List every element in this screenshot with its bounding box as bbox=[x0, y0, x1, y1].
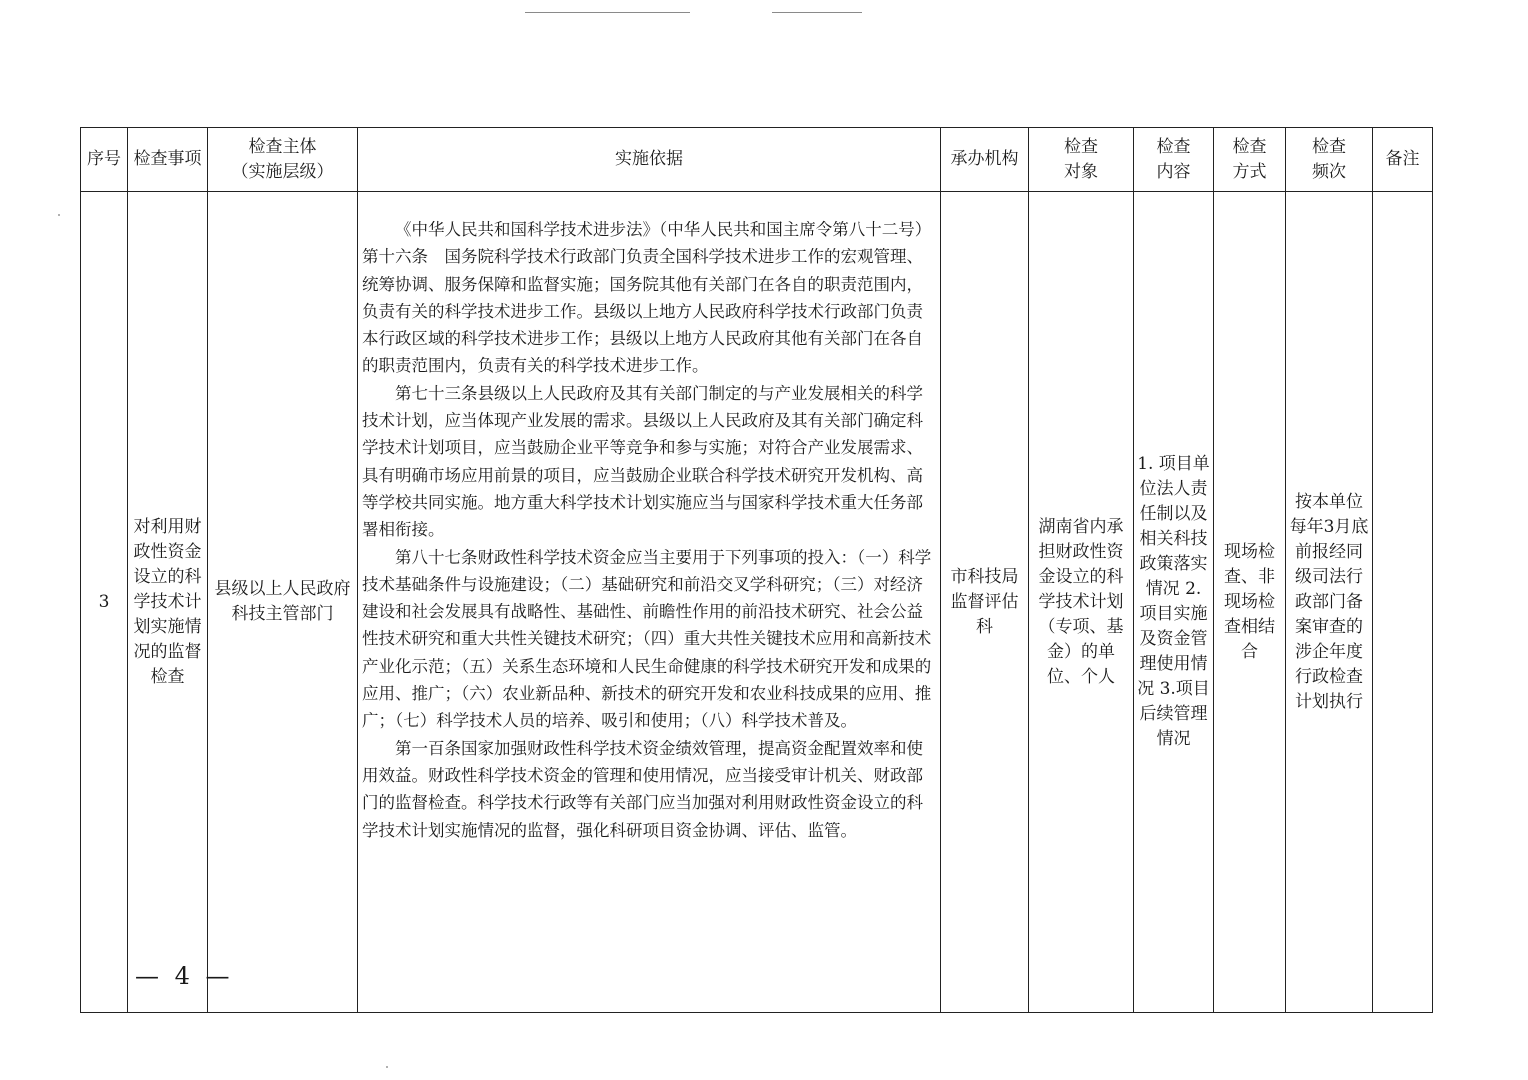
basis-paragraph-1: 《中华人民共和国科学技术进步法》（中华人民共和国主席令第八十二号）第十六条 国务院科学技术行政部门负责全国科学技术进步工作的宏观管理、统筹协调、服务保障和监督实施；国务院其他有关部门在各自的职责范围内，负责有关的科学技术进步工作。县级以上地方人民政府科学技术行政部门负责本行政区域的科学技术进步工作；县级以上地方人民政府其他有关部门在各自的职责范围内，负责有关的科学技术进步工作。 bbox=[362, 220, 932, 376]
row-method: 现场检查、非现场检查相结合 bbox=[1214, 192, 1286, 1013]
header-frequency-line2: 频次 bbox=[1312, 161, 1346, 182]
row-frequency: 按本单位每年3月底前报经同级司法行政部门备案审查的涉企年度行政检查计划执行 bbox=[1286, 192, 1373, 1013]
scan-speck bbox=[386, 1066, 388, 1068]
scan-speck bbox=[58, 214, 60, 216]
header-content-line2: 内容 bbox=[1156, 161, 1191, 182]
header-method-line1: 检查 bbox=[1232, 136, 1267, 157]
header-content bbox=[1134, 128, 1214, 192]
row-subject: 县级以上人民政府科技主管部门 bbox=[208, 192, 358, 1013]
header-subject-line1: 检查主体 bbox=[248, 136, 317, 157]
row-remarks bbox=[1373, 192, 1433, 1013]
header-no: 序号 bbox=[81, 128, 128, 192]
row-object: 湖南省内承担财政性资金设立的科学技术计划（专项、基金）的单位、个人 bbox=[1029, 192, 1134, 1013]
row-no: 3 bbox=[81, 192, 128, 1013]
basis-paragraph-3: 第八十七条财政性科学技术资金应当主要用于下列事项的投入：（一）科学技术基础条件与设施建设；（二）基础研究和前沿交叉学科研究；（三）对经济建设和社会发展具有战略性、基础性、前瞻性作用的前沿技术研究、社会公益性技术研究和重大共性关键技术研究；（四）重大共性关键技术应用和高新技术产业化示范；（五）关系生态环境和人民生命健康的科学技术研究开发和成果的应用、推广；（六）农业新品种、新技术的研究开发和农业科技成果的应用、推广；（七）科学技术人员的培养、吸引和使用；（八）科学技术普及。 bbox=[362, 547, 932, 731]
basis-paragraph-4: 第一百条国家加强财政性科学技术资金绩效管理，提高资金配置效率和使用效益。财政性科学技术资金的管理和使用情况，应当接受审计机关、财政部门的监督检查。科学技术行政等有关部门应当加强对利用财政性资金设立的科学技术计划实施情况的监督，强化科研项目资金协调、评估、监管。 bbox=[362, 738, 923, 840]
header-item: 检查事项 bbox=[128, 128, 208, 192]
header-subject-line2: （实施层级） bbox=[231, 161, 334, 182]
row-item: 对利用财政性资金设立的科学技术计划实施情况的监督检查 bbox=[128, 192, 208, 1013]
header-object-line2: 对象 bbox=[1064, 161, 1098, 182]
table-row bbox=[81, 192, 1433, 1013]
page-number: — 4 — bbox=[135, 962, 234, 990]
header-subject bbox=[208, 128, 358, 192]
header-content-line1: 检查 bbox=[1156, 136, 1191, 157]
header-method bbox=[1214, 128, 1286, 192]
header-frequency-line1: 检查 bbox=[1312, 136, 1346, 157]
inspection-table bbox=[80, 127, 1433, 1013]
header-rule-right bbox=[772, 12, 862, 13]
row-agency: 市科技局监督评估科 bbox=[941, 192, 1029, 1013]
row-content: 1. 项目单位法人责任制以及相关科技政策落实情况 2. 项目实施及资金管理使用情况 3.项目后续管理情况 bbox=[1134, 192, 1214, 1013]
header-agency: 承办机构 bbox=[941, 128, 1029, 192]
header-row bbox=[81, 128, 1433, 192]
header-rule-left bbox=[525, 12, 690, 13]
header-frequency bbox=[1286, 128, 1373, 192]
row-basis bbox=[358, 192, 941, 1013]
header-remarks: 备注 bbox=[1373, 128, 1433, 192]
header-object-line1: 检查 bbox=[1064, 136, 1098, 157]
basis-paragraph-2: 第七十三条县级以上人民政府及其有关部门制定的与产业发展相关的科学技术计划，应当体现产业发展的需求。县级以上人民政府及其有关部门确定科学技术计划项目，应当鼓励企业平等竞争和参与实施；对符合产业发展需求、具有明确市场应用前景的项目，应当鼓励企业联合科学技术研究开发机构、高等学校共同实施。地方重大科学技术计划实施应当与国家科学技术重大任务部署相衔接。 bbox=[362, 383, 923, 540]
header-method-line2: 方式 bbox=[1232, 161, 1267, 182]
header-basis: 实施依据 bbox=[358, 128, 941, 192]
header-object bbox=[1029, 128, 1134, 192]
